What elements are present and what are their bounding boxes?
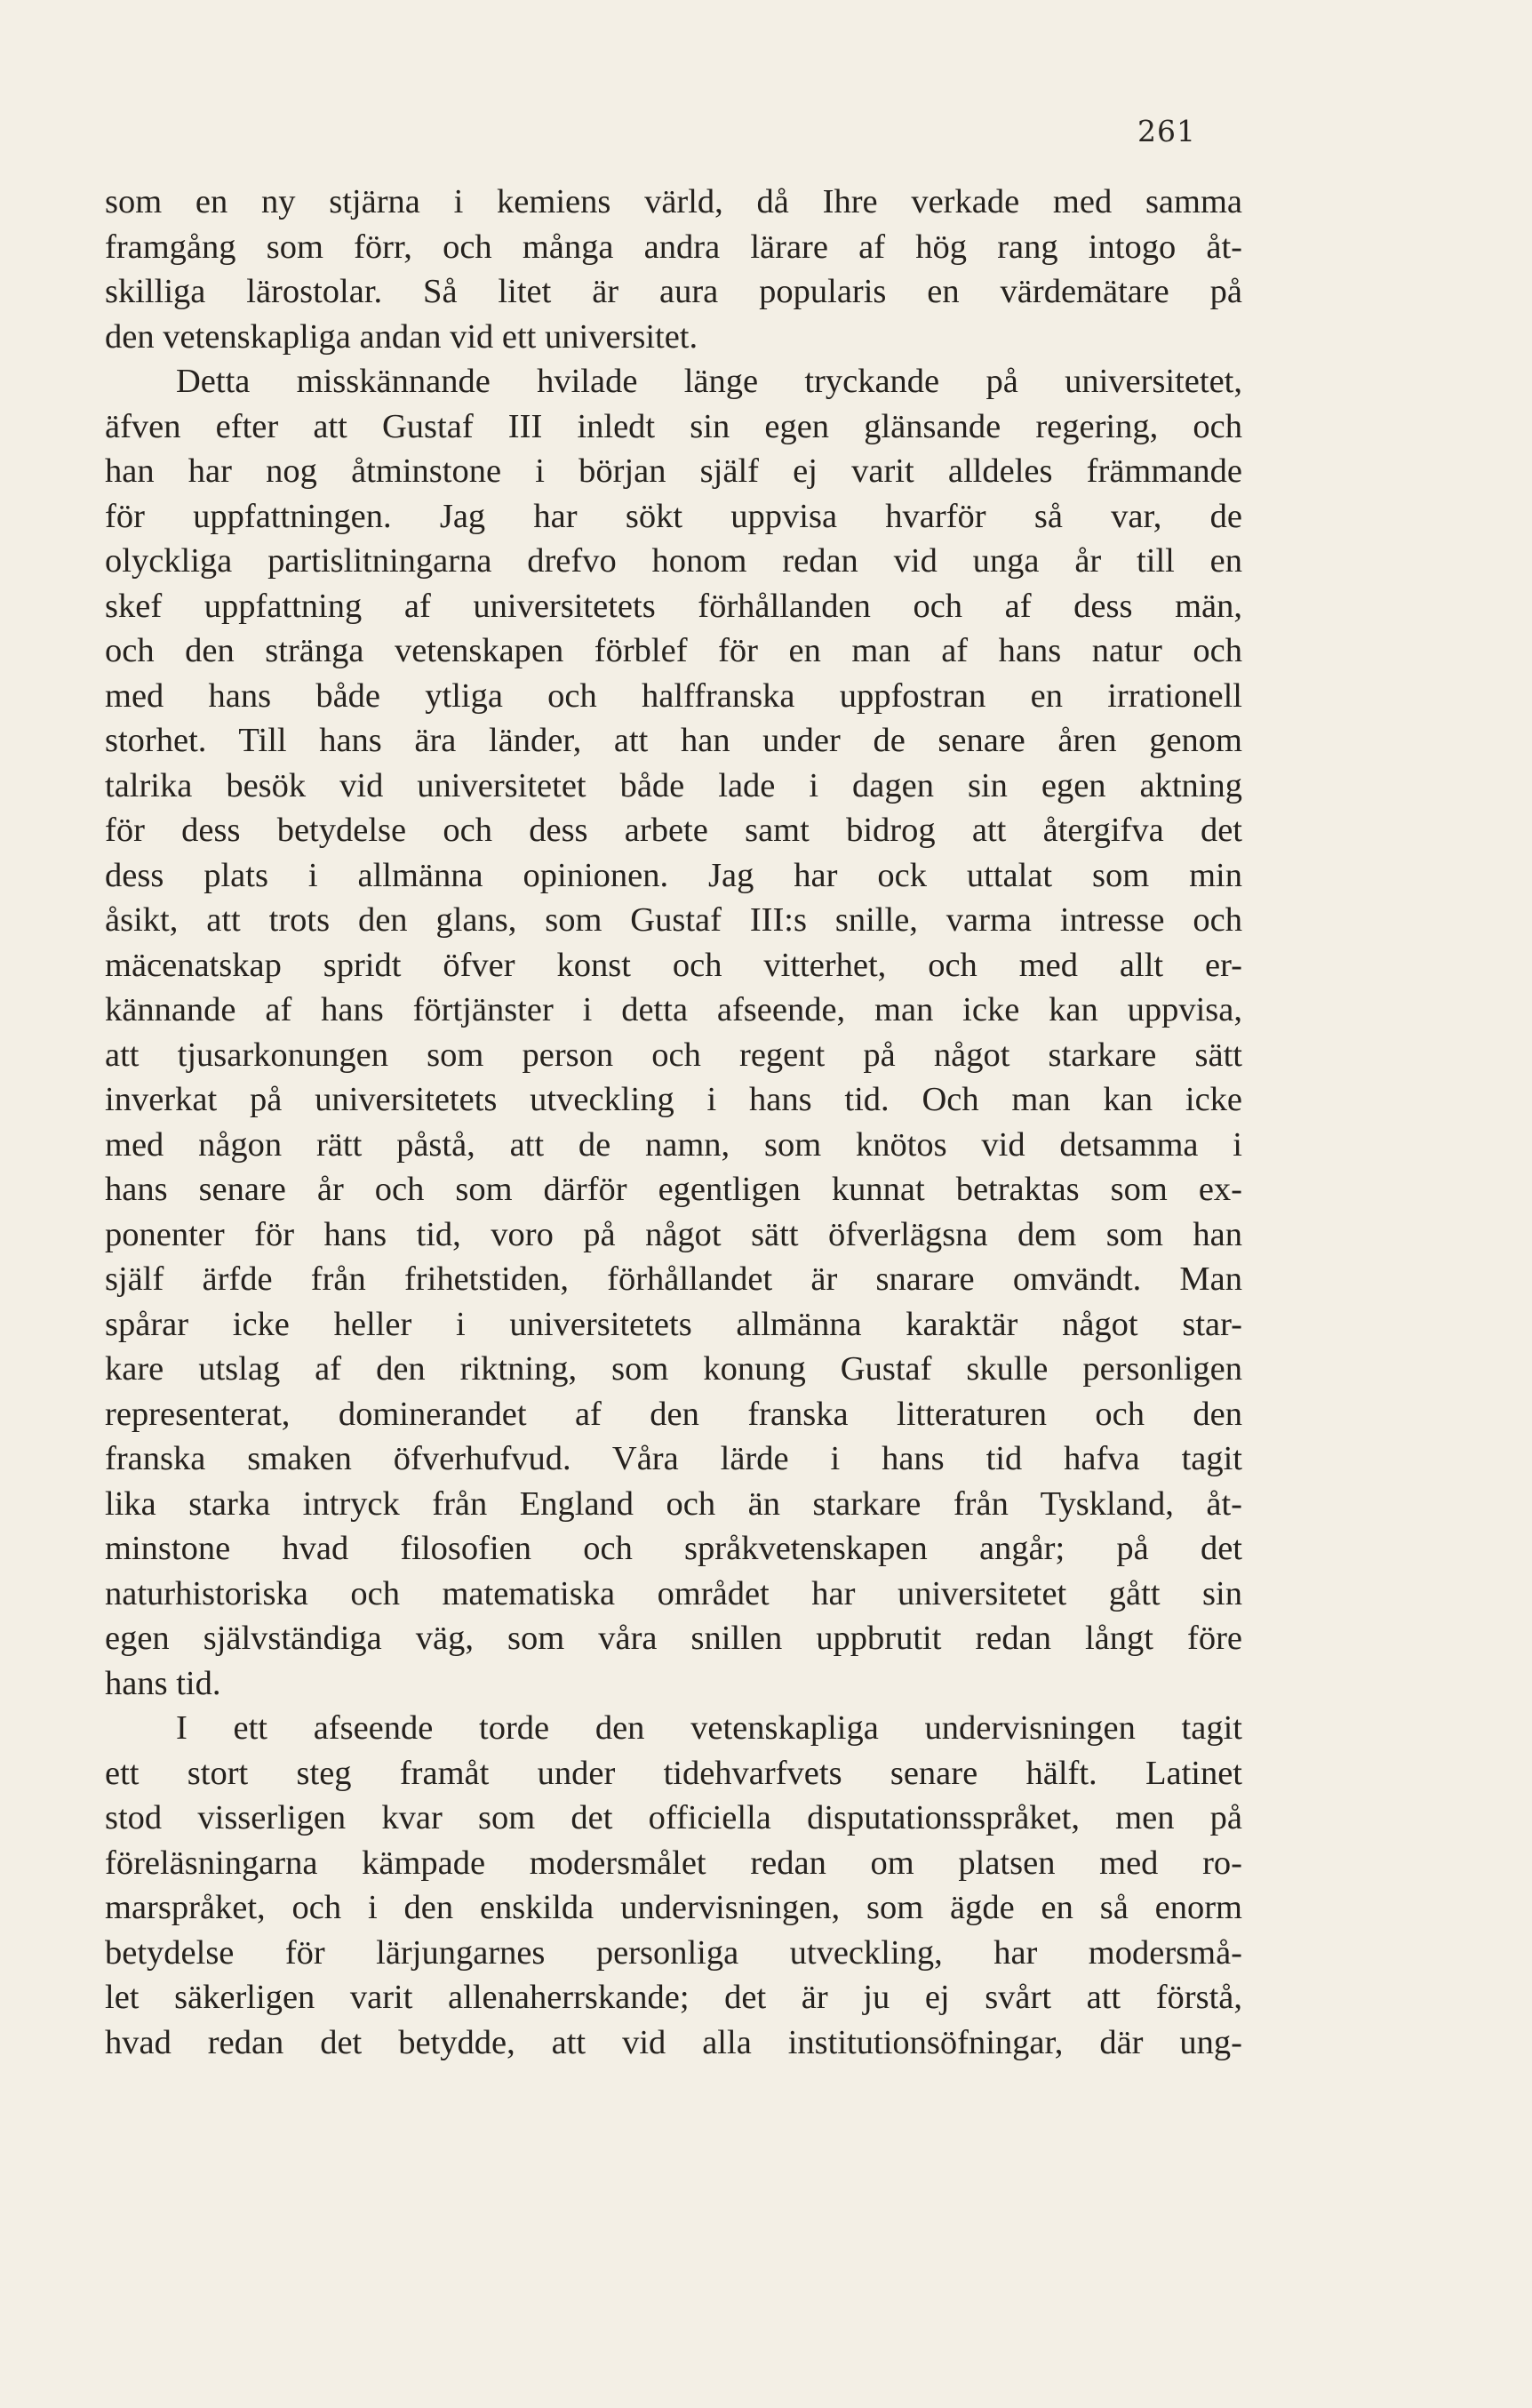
text-line: kännande af hans förtjänster i detta afseende, man icke kan uppvisa, xyxy=(105,991,1242,1028)
text-line: äfven efter att Gustaf III inledt sin egen glänsande regering, och xyxy=(105,407,1242,445)
text-line: I ett afseende torde den vetenskapliga undervisningen tagit xyxy=(176,1709,1242,1747)
paragraph xyxy=(105,180,1242,359)
text-line: åsikt, att trots den glans, som Gustaf III:s snille, varma intresse och xyxy=(105,901,1242,939)
text-line: minstone hvad filosofien och språkvetenskapen angår; på det xyxy=(105,1530,1242,1567)
text-line: marspråket, och i den enskilda undervisningen, som ägde en så enorm xyxy=(105,1889,1242,1926)
text-line: hans tid. xyxy=(105,1664,221,1702)
text-line: betydelse för lärjungarnes personliga utveckling, har modersmå- xyxy=(105,1933,1242,1972)
text-line: hvad redan det betydde, att vid alla institutionsöfningar, där ung- xyxy=(105,2023,1242,2061)
text-line: framgång som förr, och många andra lärare af hög rang intogo åt- xyxy=(105,228,1242,266)
text-line: talrika besök vid universitetet både lade i dagen sin egen aktning xyxy=(105,766,1242,804)
text-line: storhet. Till hans ära länder, att han under de senare åren genom xyxy=(105,722,1242,759)
text-line: han har nog åtminstone i början själf ej varit alldeles främmande xyxy=(105,452,1242,490)
text-line: let säkerligen varit allenaherrskande; det är ju ej svårt att förstå, xyxy=(105,1979,1242,2016)
text-line: med någon rätt påstå, att de namn, som knötos vid detsamma i xyxy=(105,1125,1242,1164)
text-line: kare utslag af den riktning, som konung Gustaf skulle personligen xyxy=(105,1350,1242,1388)
text-line: skef uppfattning af universitetets förhållanden och af dess män, xyxy=(105,587,1242,625)
paragraph xyxy=(105,359,1242,1706)
text-line: egen självständiga väg, som våra snillen uppbrutit redan långt före xyxy=(105,1620,1242,1657)
text-line: representerat, dominerandet af den franska litteraturen och den xyxy=(105,1395,1242,1433)
body-text xyxy=(105,180,1242,2065)
text-line: stod visserligen kvar som det officiella disputationsspråket, men på xyxy=(105,1799,1242,1836)
text-line: dess plats i allmänna opinionen. Jag har ock uttalat som min xyxy=(105,856,1242,894)
text-line: att tjusarkonungen som person och regent på något starkare sätt xyxy=(105,1036,1242,1074)
text-line: för dess betydelse och dess arbete samt bidrog att återgifva det xyxy=(105,812,1242,849)
text-line: skilliga lärostolar. Så litet är aura popularis en värdemätare på xyxy=(105,273,1242,310)
text-line: ponenter för hans tid, voro på något sätt öfverlägsna dem som han xyxy=(105,1215,1242,1253)
text-line: mäcenatskap spridt öfver konst och vitterhet, och med allt er- xyxy=(105,946,1242,984)
text-line: ett stort steg framåt under tidehvarfvets senare hälft. Latinet xyxy=(105,1754,1242,1792)
text-line: för uppfattningen. Jag har sökt uppvisa hvarför så var, de xyxy=(105,497,1242,535)
page-number: 261 xyxy=(1137,114,1196,148)
text-line: Detta misskännande hvilade länge tryckande på universitetet, xyxy=(176,363,1242,400)
text-line: olyckliga partislitningarna drefvo honom redan vid unga år till en xyxy=(105,542,1242,580)
text-line: inverkat på universitetets utveckling i hans tid. Och man kan icke xyxy=(105,1081,1242,1118)
text-line: franska smaken öfverhufvud. Våra lärde i hans tid hafva tagit xyxy=(105,1440,1242,1477)
text-line: hans senare år och som därför egentligen kunnat betraktas som ex- xyxy=(105,1171,1242,1208)
text-line: med hans både ytliga och halffranska uppfostran en irrationell xyxy=(105,676,1242,715)
paragraph xyxy=(105,1706,1242,2065)
text-line: spårar icke heller i universitetets allmänna karaktär något star- xyxy=(105,1305,1242,1343)
text-line: naturhistoriska och matematiska området har universitetet gått sin xyxy=(105,1574,1242,1612)
text-line: lika starka intryck från England och än starkare från Tyskland, åt- xyxy=(105,1484,1242,1523)
text-line: som en ny stjärna i kemiens värld, då Ihre verkade med samma xyxy=(105,183,1242,220)
text-line: och den stränga vetenskapen förblef för en man af hans natur och xyxy=(105,632,1242,669)
text-line: själf ärfde från frihetstiden, förhållandet är snarare omvändt. Man xyxy=(105,1260,1242,1298)
text-line: den vetenskapliga andan vid ett universitet. xyxy=(105,317,698,356)
text-line: föreläsningarna kämpade modersmålet redan om platsen med ro- xyxy=(105,1844,1242,1882)
